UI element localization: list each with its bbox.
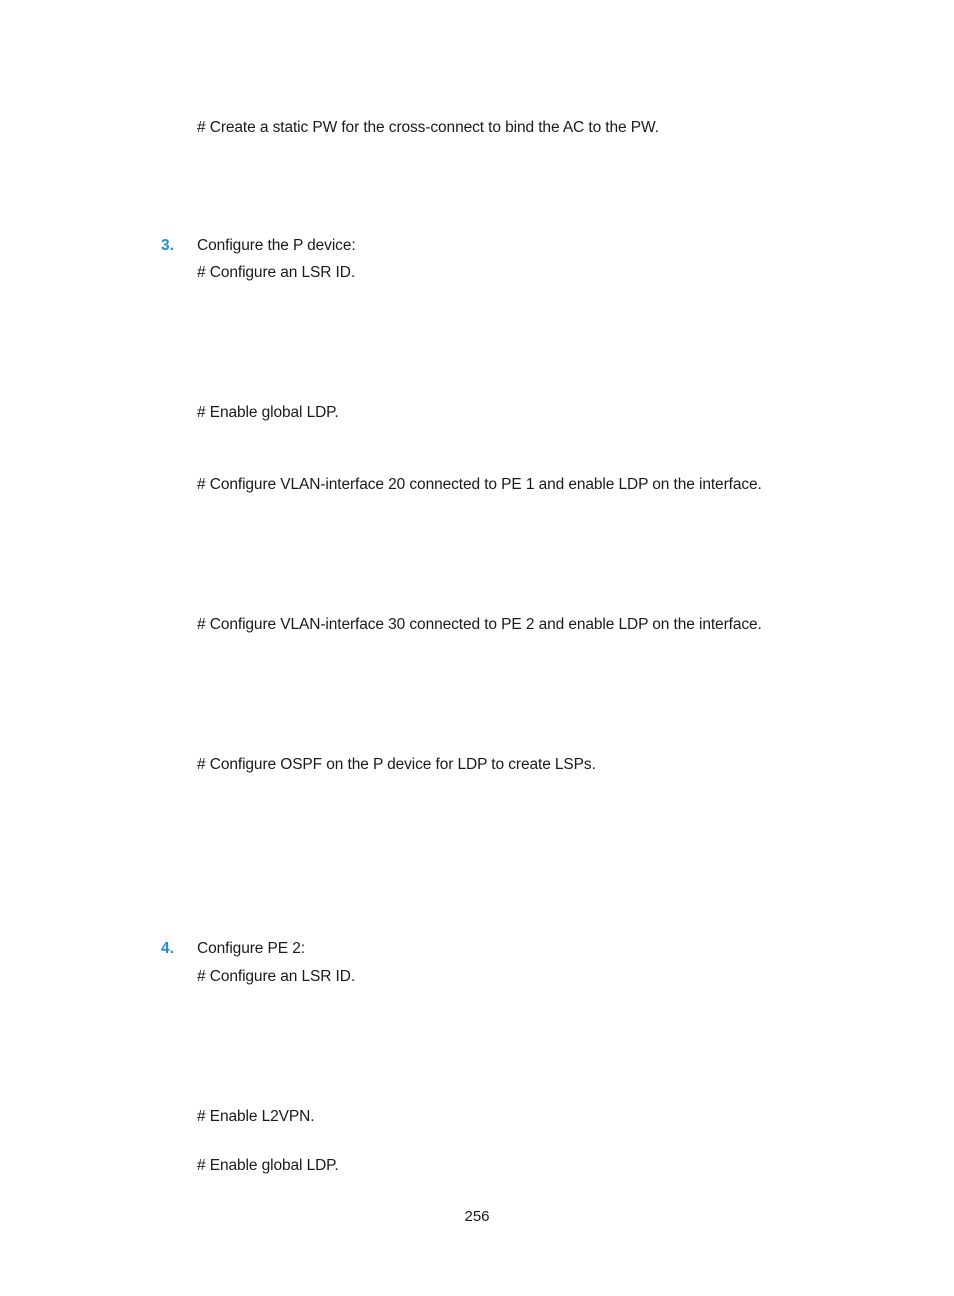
page-number: 256 — [464, 1208, 490, 1225]
step-3-vlan30-note: # Configure VLAN-interface 30 connected to PE 2 and enable LDP on the interface. — [197, 616, 762, 633]
step-4-lsr-note: # Configure an LSR ID. — [197, 968, 356, 985]
step-4-number: 4. — [161, 940, 174, 957]
step-4-title: Configure PE 2: — [197, 940, 305, 957]
pw-note: # Create a static PW for the cross-connect to bind the AC to the PW. — [197, 119, 659, 136]
step-3-number: 3. — [161, 237, 174, 254]
step-3-ldp-note: # Enable global LDP. — [197, 404, 339, 421]
step-4-ldp-note: # Enable global LDP. — [197, 1157, 339, 1174]
step-4-l2vpn-note: # Enable L2VPN. — [197, 1108, 315, 1125]
step-3-ospf-note: # Configure OSPF on the P device for LDP to create LSPs. — [197, 756, 596, 773]
step-3-lsr-note: # Configure an LSR ID. — [197, 264, 356, 281]
step-3-title: Configure the P device: — [197, 237, 356, 254]
step-3-vlan20-note: # Configure VLAN-interface 20 connected to PE 1 and enable LDP on the interface. — [197, 476, 762, 493]
